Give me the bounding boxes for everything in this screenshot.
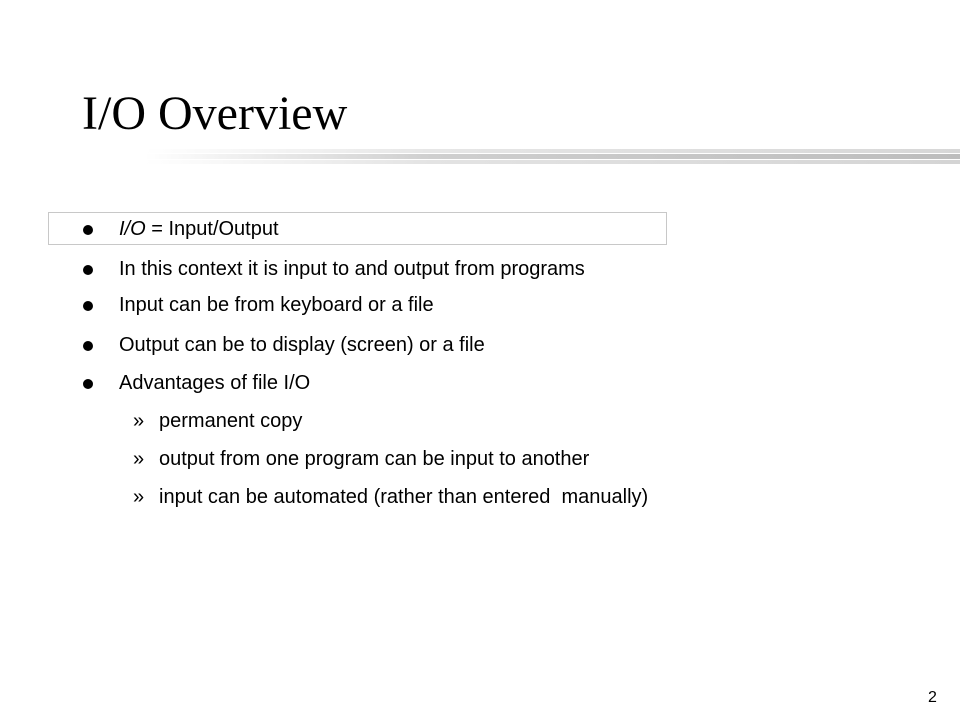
bullet-dot-icon — [83, 379, 93, 389]
title-divider — [145, 149, 960, 169]
chevron-marker-icon: » — [133, 486, 145, 508]
sub-bullet-text: permanent copy — [159, 410, 303, 432]
bullet-text: Output can be to display (screen) or a file — [119, 334, 485, 356]
bullet-dot-icon — [83, 225, 93, 235]
sub-bullet-text: output from one program can be input to another — [159, 448, 590, 470]
bullet-dot-icon — [83, 265, 93, 275]
chevron-marker-icon: » — [133, 448, 145, 470]
chevron-marker-icon: » — [133, 410, 145, 432]
bullet-text: In this context it is input to and output from programs — [119, 258, 585, 280]
bullet-dot-icon — [83, 301, 93, 311]
bullet-text: Advantages of file I/O — [119, 372, 311, 394]
sub-bullet-text: input can be automated (rather than entered manually) — [159, 486, 649, 508]
page-number: 2 — [928, 689, 937, 706]
bullet-emphasis: I/O — [119, 218, 146, 240]
bullet-text: = Input/Output — [145, 218, 279, 240]
bullet-dot-icon — [83, 341, 93, 351]
bullet-text: Input can be from keyboard or a file — [119, 294, 434, 316]
slide-title: I/O Overview — [82, 87, 348, 140]
